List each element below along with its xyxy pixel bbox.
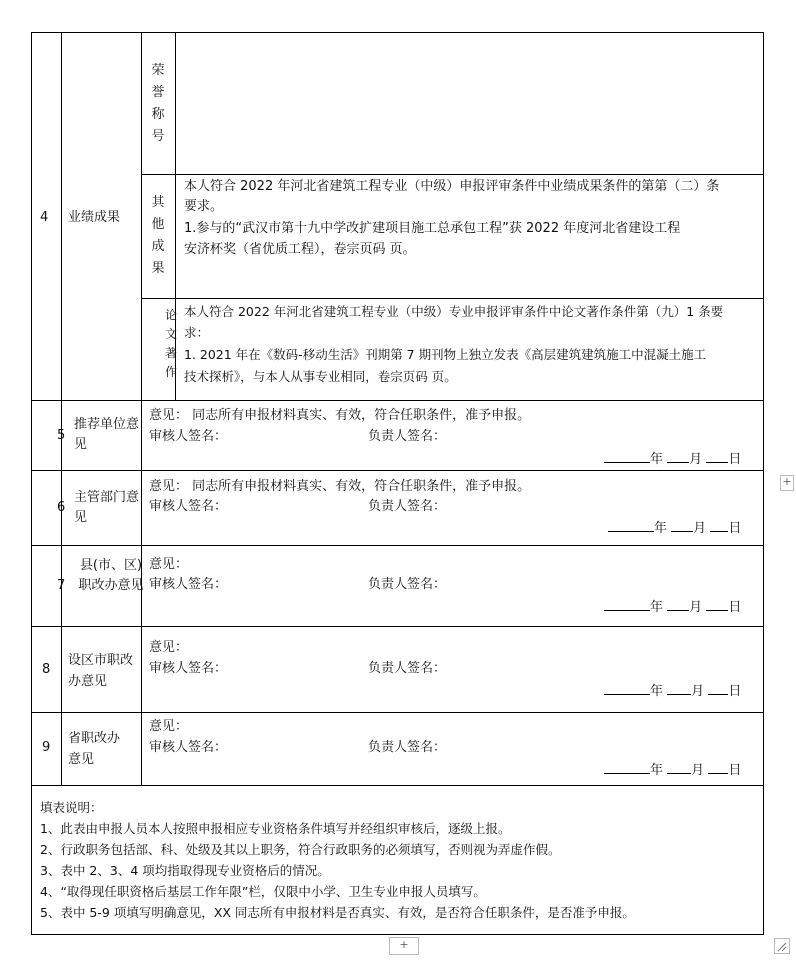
resize-handle-icon[interactable] xyxy=(774,938,790,954)
month-label: 月 xyxy=(689,600,703,615)
row-number: 6 xyxy=(57,500,66,515)
paper-line-4: 技术探析》，与本人从事专业相同，卷宗页码 页。 xyxy=(184,369,457,384)
date-line xyxy=(608,518,741,538)
other-line-2: 要求。 xyxy=(184,199,224,214)
row-name: 县(市、区)职改办意见 xyxy=(78,558,144,593)
row-number: 9 xyxy=(42,740,51,755)
year-label: 年 xyxy=(650,600,664,615)
day-label: 日 xyxy=(728,452,742,467)
year-label: 年 xyxy=(650,763,664,778)
note-item: 1、此表由申报人员本人按照申报相应专业资格条件填写并经组织审核后，逐级上报。 xyxy=(40,821,511,836)
month-label: 月 xyxy=(689,452,703,467)
paper-line-3: 1. 2021 年在《数码-移动生活》刊期第 7 期刊物上独立发表《高层建筑建筑施工中混凝土施工 xyxy=(184,347,707,362)
year-label: 年 xyxy=(650,452,664,467)
leader-label: 负责人签名： xyxy=(368,740,447,755)
year-label: 年 xyxy=(650,684,664,699)
opinion-text: 意见： xyxy=(149,719,189,734)
row-name: 主管部门意见 xyxy=(74,490,140,525)
other-line-3: 1.参与的“武汉市第十九中学改扩建项目施工总承包工程”获 2022 年度河北省建设工程 xyxy=(184,221,681,236)
row-number: 7 xyxy=(57,578,66,593)
opinion-text: 意见： 同志所有申报材料真实、有效，符合任职条件，准予申报。 xyxy=(149,408,531,423)
opinion-text: 意见： 同志所有申报材料真实、有效，符合任职条件，准予申报。 xyxy=(149,479,531,494)
leader-label: 负责人签名： xyxy=(368,661,447,676)
leader-label: 负责人签名： xyxy=(368,577,447,592)
row-category: 业绩成果 xyxy=(68,210,121,225)
opinion-text: 意见： xyxy=(149,640,189,655)
date-line xyxy=(604,681,741,701)
date-line xyxy=(604,597,741,617)
day-label: 日 xyxy=(728,600,742,615)
reviewer-label: 审核人签名： xyxy=(149,429,228,444)
row-name: 省职改办意见 xyxy=(68,731,121,767)
month-label: 月 xyxy=(691,763,705,778)
paper-line-1: 本人符合 2022 年河北省建筑工程专业（中级）专业申报评审条件中论文著作条件第（九）1 条要 xyxy=(184,304,724,319)
sub-label-paper: 论文著作 xyxy=(164,308,177,379)
row-number: 4 xyxy=(40,210,49,225)
notes-title: 填表说明： xyxy=(40,800,103,815)
paper-line-2: 求： xyxy=(184,325,210,340)
sub-label-honor: 荣誉称号 xyxy=(151,63,165,144)
date-line xyxy=(604,449,741,469)
note-item: 3、表中 2、3、4 项均指取得现专业资格后的情况。 xyxy=(40,863,330,878)
leader-label: 负责人签名： xyxy=(368,499,447,514)
row-number: 5 xyxy=(57,428,66,443)
other-line-4: 安济杯奖（省优质工程），卷宗页码 页。 xyxy=(184,242,416,257)
add-column-button[interactable]: + xyxy=(780,475,794,491)
opinion-text: 意见： xyxy=(149,557,189,572)
note-item: 2、行政职务包括部、科、处级及其以上职务，符合行政职务的必须填写，否则视为弄虚作假。 xyxy=(40,842,561,857)
reviewer-label: 审核人签名： xyxy=(149,740,228,755)
row-name: 推荐单位意见 xyxy=(74,417,140,452)
sub-label-other: 其他成果 xyxy=(151,195,165,276)
reviewer-label: 审核人签名： xyxy=(149,661,228,676)
reviewer-label: 审核人签名： xyxy=(149,577,228,592)
day-label: 日 xyxy=(728,684,742,699)
leader-label: 负责人签名： xyxy=(368,429,447,444)
year-label: 年 xyxy=(654,521,668,536)
month-label: 月 xyxy=(691,684,705,699)
row-name: 设区市职改办意见 xyxy=(68,653,134,689)
day-label: 日 xyxy=(728,521,742,536)
add-row-button[interactable]: + xyxy=(389,937,419,955)
month-label: 月 xyxy=(693,521,707,536)
other-line-1: 本人符合 2022 年河北省建筑工程专业（中级）申报评审条件中业绩成果条件的第第（二）条 xyxy=(184,179,720,194)
date-line xyxy=(604,760,741,780)
row-number: 8 xyxy=(42,662,51,677)
note-item: 4、“取得现任职资格后基层工作年限”栏，仅限中小学、卫生专业申报人员填写。 xyxy=(40,884,486,899)
note-item: 5、表中 5-9 项填写明确意见，XX 同志所有申报材料是否真实、有效，是否符合任职条件，是否准予申报。 xyxy=(40,905,635,920)
reviewer-label: 审核人签名： xyxy=(149,499,228,514)
day-label: 日 xyxy=(728,763,742,778)
